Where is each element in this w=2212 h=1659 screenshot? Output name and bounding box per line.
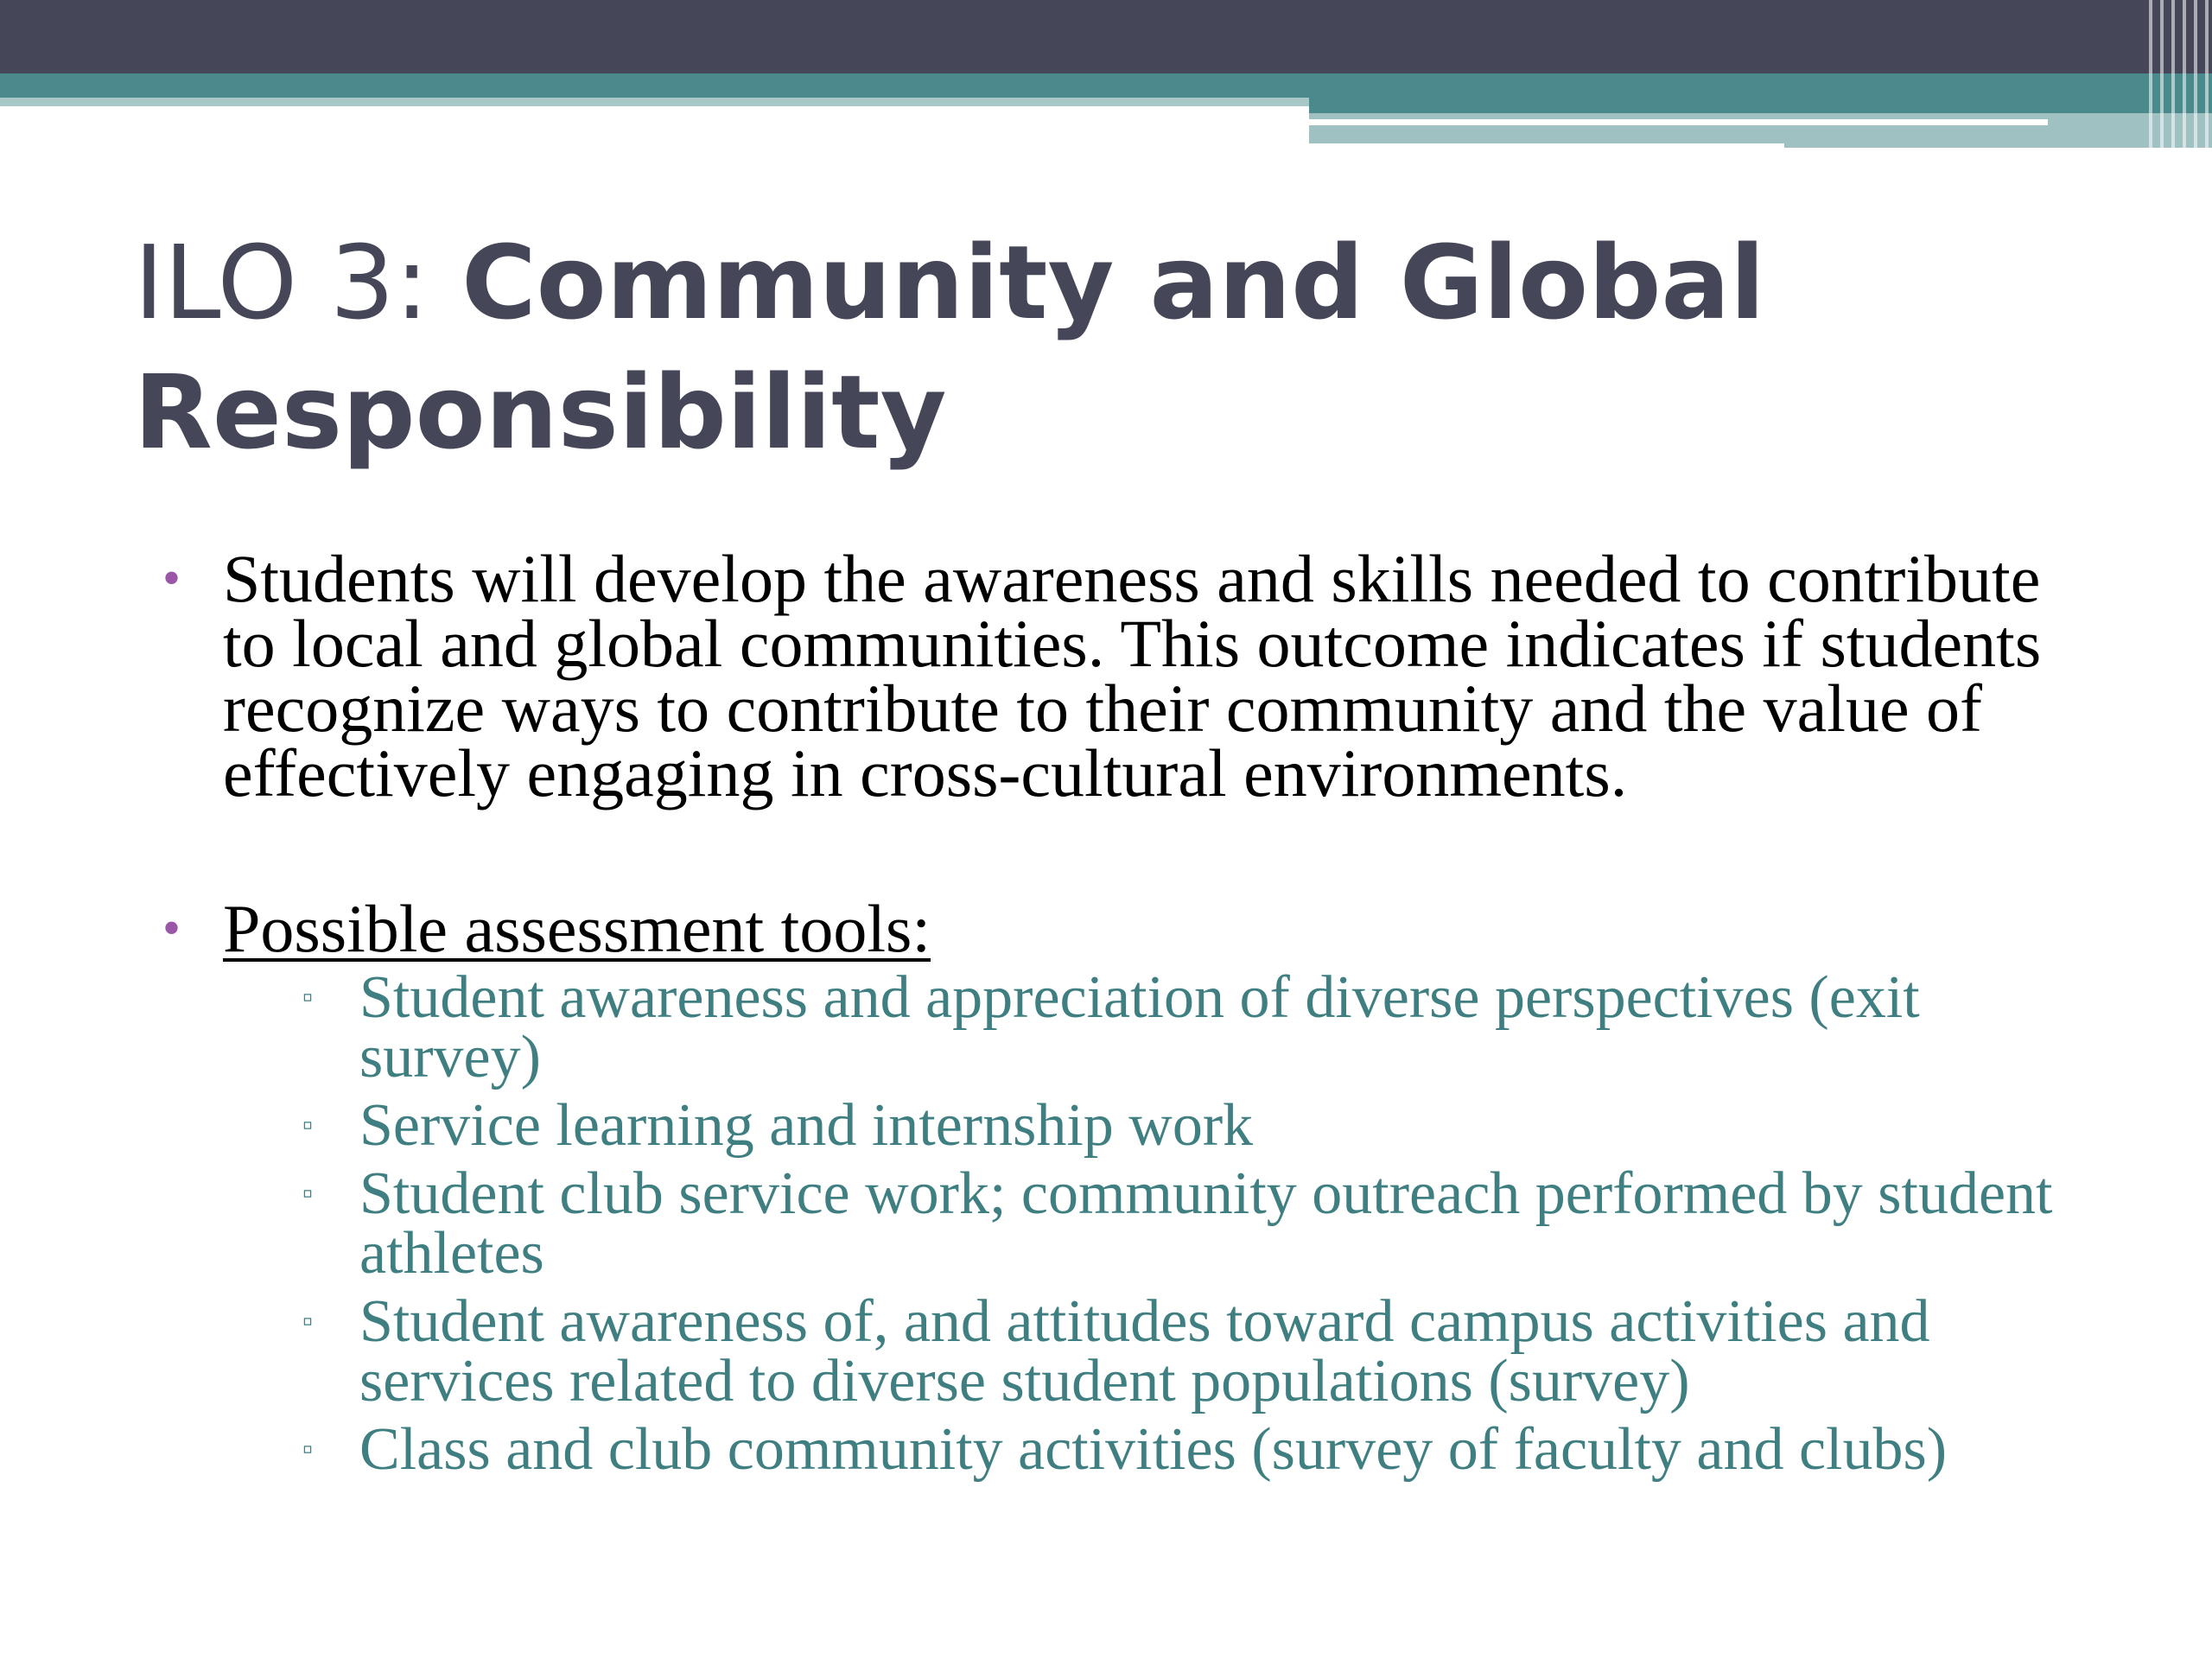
list-item [223,1092,2100,1159]
header-band-light [0,98,1309,106]
list-item-text: Student club service work; community outreach performed by student athletes [359,1160,2053,1287]
square-bullet-icon: ▫ [302,1433,314,1465]
slide-title [134,218,2078,477]
bullet-dot-icon: • [162,550,181,607]
square-bullet-icon: ▫ [302,982,314,1014]
list-item-text: Student awareness of, and attitudes toward campus activities and services related to diverse student populations (survey) [359,1288,1930,1414]
header-band-right-pale [1309,113,2212,148]
bullet-outcome-text: Students will develop the awareness and skills needed to contribute to local and global communities. This outcome indicates if students recognize ways to contribute to their community and the value of effectively engaging in cross-cultural environments. [223,541,2042,810]
header-band-right-teal [1309,98,2212,113]
title-main: Community and Global Responsibility [134,223,1765,472]
bullet-assessment-tools [156,891,2100,1483]
assessment-tools-list [223,964,2100,1483]
header-accent-line [1309,119,2048,125]
header-accent-line-short [1309,143,1784,148]
assessment-tools-heading: Possible assessment tools: [223,891,931,966]
header-band-dark [0,0,2212,73]
square-bullet-icon: ▫ [302,1306,314,1338]
list-item-text: Service learning and internship work [359,1092,1254,1159]
square-bullet-icon: ▫ [302,1178,314,1210]
square-bullet-icon: ▫ [302,1109,314,1141]
header-band-teal [0,73,2212,98]
bullet-outcome [156,541,2100,810]
header-stripes [2141,0,2212,149]
title-prefix: ILO 3: [134,223,462,342]
list-item [223,1288,2100,1414]
bullet-dot-icon: • [162,899,181,957]
list-item [223,964,2100,1090]
list-item [223,1416,2100,1483]
list-item-text: Class and club community activities (survey of faculty and clubs) [359,1416,1948,1483]
slide-body [156,541,2100,1488]
list-item-text: Student awareness and appreciation of diverse perspectives (exit survey) [359,964,1920,1090]
list-item [223,1160,2100,1287]
